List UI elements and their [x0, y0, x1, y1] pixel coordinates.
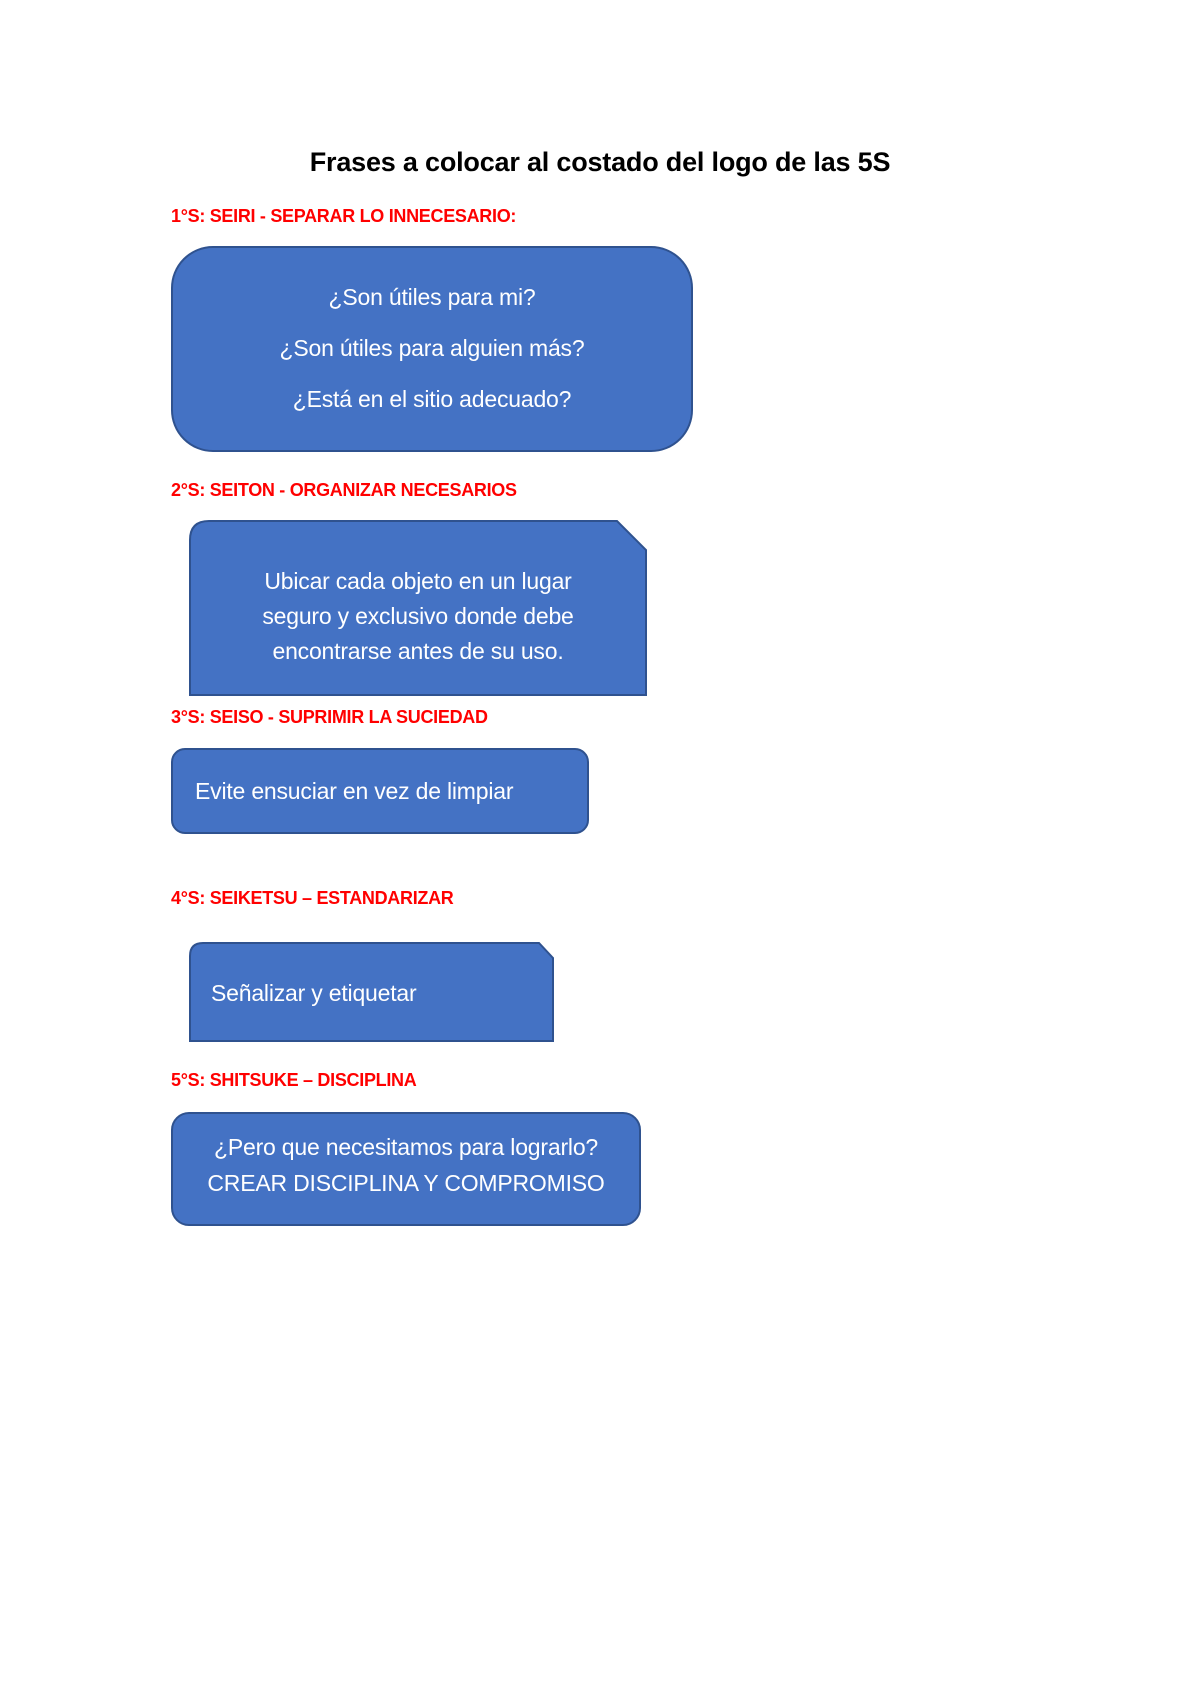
page-title: Frases a colocar al costado del logo de las 5S	[309, 147, 891, 177]
section-1-line-3: ¿Está en el sitio adecuado?	[292, 386, 572, 412]
section-5-box	[171, 1112, 641, 1226]
section-5-line-1: ¿Pero que necesitamos para lograrlo?	[213, 1134, 598, 1160]
section-4-line-1: Señalizar y etiquetar	[211, 980, 417, 1006]
section-1-line-1: ¿Son útiles para mi?	[328, 284, 536, 310]
section-2-heading: 2°S: SEITON - ORGANIZAR NECESARIOS	[171, 480, 517, 500]
section-1-box	[171, 246, 693, 452]
section-3-box	[171, 748, 589, 834]
section-2-box	[189, 520, 647, 696]
section-4-box	[189, 942, 554, 1042]
section-4-heading: 4°S: SEIKETSU – ESTANDARIZAR	[171, 888, 454, 908]
section-2-line-3: encontrarse antes de su uso.	[272, 638, 564, 664]
section-5-heading: 5°S: SHITSUKE – DISCIPLINA	[171, 1070, 417, 1090]
section-1-line-2: ¿Son útiles para alguien más?	[279, 335, 585, 361]
section-3-heading: 3°S: SEISO - SUPRIMIR LA SUCIEDAD	[171, 707, 488, 727]
section-2-line-1: Ubicar cada objeto en un lugar	[264, 568, 572, 594]
section-5-line-2: CREAR DISCIPLINA Y COMPROMISO	[207, 1170, 605, 1196]
section-3-line-1: Evite ensuciar en vez de limpiar	[195, 778, 514, 804]
section-1-heading: 1°S: SEIRI - SEPARAR LO INNECESARIO:	[171, 206, 517, 226]
section-2-line-2: seguro y exclusivo donde debe	[262, 603, 574, 629]
